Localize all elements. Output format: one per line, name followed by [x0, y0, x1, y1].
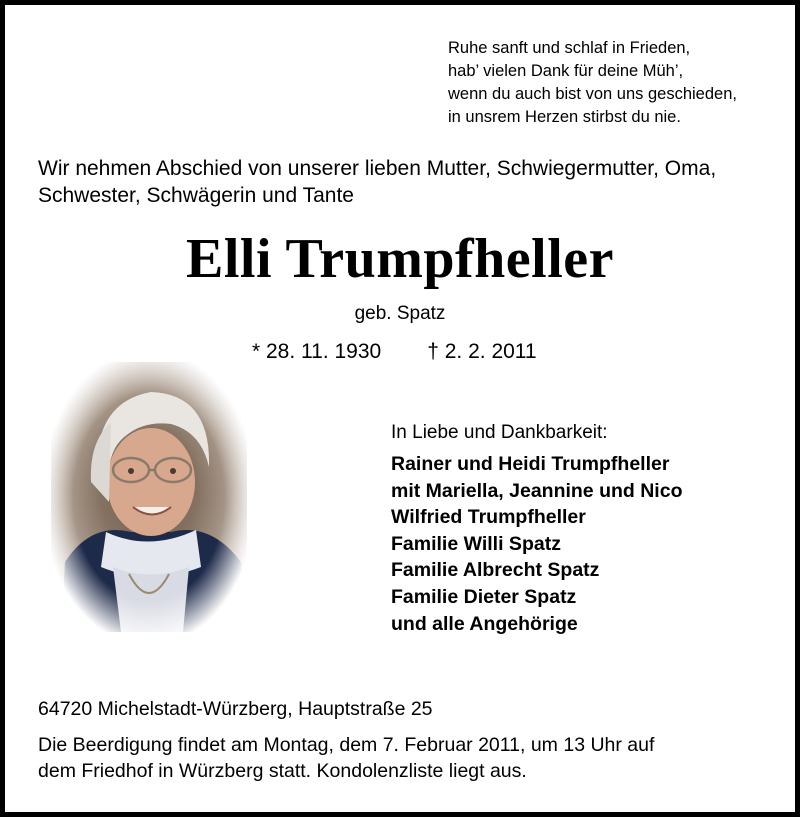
- death-date: † 2. 2. 2011: [427, 340, 537, 363]
- life-dates: [252, 338, 537, 366]
- poem-line: in unsrem Herzen stirbst du nie.: [448, 108, 681, 126]
- intro-line: Schwester, Schwägerin und Tante: [38, 184, 354, 207]
- deceased-name: Elli Trumpfheller: [186, 228, 614, 290]
- poem-line: wenn du auch bist von uns geschieden,: [448, 85, 737, 103]
- funeral-notice: [38, 732, 654, 784]
- farewell-intro: [38, 155, 716, 209]
- mourners-list: [391, 451, 682, 637]
- funeral-line: Die Beerdigung findet am Montag, dem 7. Februar 2011, um 13 Uhr auf: [38, 734, 655, 756]
- mourner-name: Familie Albrecht Spatz: [391, 559, 600, 582]
- mourner-name: Familie Willi Spatz: [391, 532, 561, 555]
- portrait-photo: [51, 362, 247, 632]
- mourner-name: mit Mariella, Jeannine und Nico: [391, 479, 683, 502]
- birth-name: geb. Spatz: [354, 303, 446, 324]
- portrait-illustration: [51, 362, 247, 632]
- mourner-name: Familie Dieter Spatz: [391, 585, 577, 608]
- memorial-poem: [448, 37, 737, 129]
- poem-line: Ruhe sanft und schlaf in Frieden,: [448, 39, 691, 57]
- intro-line: Wir nehmen Abschied von unserer lieben Mutter, Schwiegermutter, Oma,: [38, 157, 717, 180]
- gratitude-heading: In Liebe und Dankbarkeit:: [391, 422, 608, 443]
- birth-date: * 28. 11. 1930: [252, 340, 382, 363]
- funeral-line: dem Friedhof in Würzberg statt. Kondolenzliste liegt aus.: [38, 760, 527, 782]
- family-address: 64720 Michelstadt-Würzberg, Hauptstraße 25: [38, 698, 433, 720]
- mourner-name: Rainer und Heidi Trumpfheller: [391, 453, 670, 475]
- mourner-name: Wilfried Trumpfheller: [391, 506, 586, 529]
- poem-line: hab’ vielen Dank für deine Müh’,: [448, 62, 684, 80]
- mourner-name: und alle Angehörige: [391, 612, 578, 635]
